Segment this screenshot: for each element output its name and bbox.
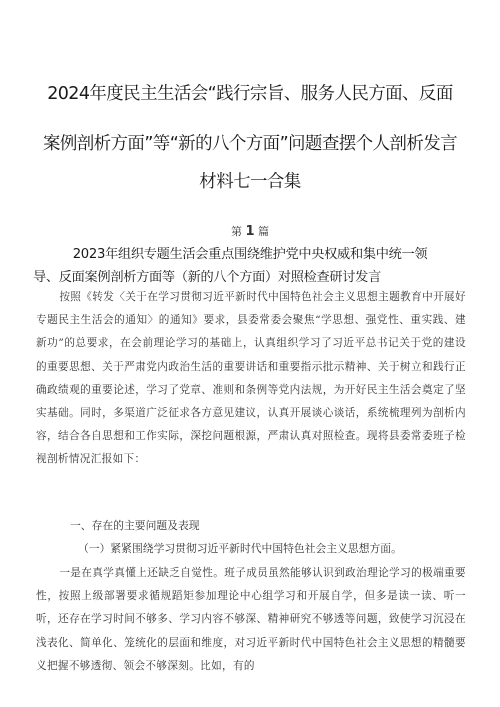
document-title-line-2: 案例剖析方面”等“新的八个方面”问题查摆个人剖析发言 <box>42 134 458 154</box>
chapter-suffix: 篇 <box>258 225 270 238</box>
body-paragraph: 一是在真学真懂上还缺乏自觉性。班子成员虽然能够认识到政治理论学习的极端重要性，按照上级部署要求循规蹈矩参加理论中心组学习和开展自学，但多是读一读、听一听，还存在学习时间不够多、学习内容不够深、精神研究不够透等问题，致使学习沉浸在浅表化、简单化、笼统化的层面和维度，对习近平新时代中国特色社会主义思想的精髓要义把握不够透彻、领会不够深刻。比如，有的 <box>36 567 466 672</box>
document-title-line-3: 材料七一合集 <box>199 172 301 192</box>
intro-paragraph: 按照《转发〈关于在学习贯彻习近平新时代中国特色社会主义思想主题教育中开展好专题民主生活会的通知〉的通知》要求，县委常委会聚焦“学思想、强党性、重实践、建新功”的总要求，在会前理论学习的基础上，认真组织学习了习近平总书记关于党的建设的重要思想、关于严肃党内政治生活的重要讲话和重要指示批示精神、关于树立和践行正确政绩观的重要论述，学习了党章、准则和条例等党内法规，为开好民主生活会奠定了坚实基础。同时，多渠道广泛征求各方意见建议，认真开展谈心谈话，系统梳理列为剖析内容，结合各自思想和工作实际，深挖问题根源，严肃认真对照检查。现将县委常委班子检视剖析情况汇报如下： <box>36 291 466 466</box>
chapter-number: 1 <box>245 224 255 239</box>
chapter-label <box>0 223 500 239</box>
section-subtitle-line-2: 导、反面案例剖析方面等（新的八个方面）对照检查研讨发言 <box>33 270 381 285</box>
chapter-prefix: 第 <box>230 225 242 238</box>
section-heading: 一、存在的主要问题及表现 <box>70 519 200 532</box>
subsection-heading: （一）紧紧围绕学习贯彻习近平新时代中国特色社会主义思想方面。 <box>78 542 402 555</box>
section-subtitle-line-1: 2023年组织专题生活会重点围绕维护党中央权威和集中统一领 <box>72 247 428 262</box>
document-title-line-1: 2024年度民主生活会“践行宗旨、服务人民方面、反面 <box>47 84 453 104</box>
